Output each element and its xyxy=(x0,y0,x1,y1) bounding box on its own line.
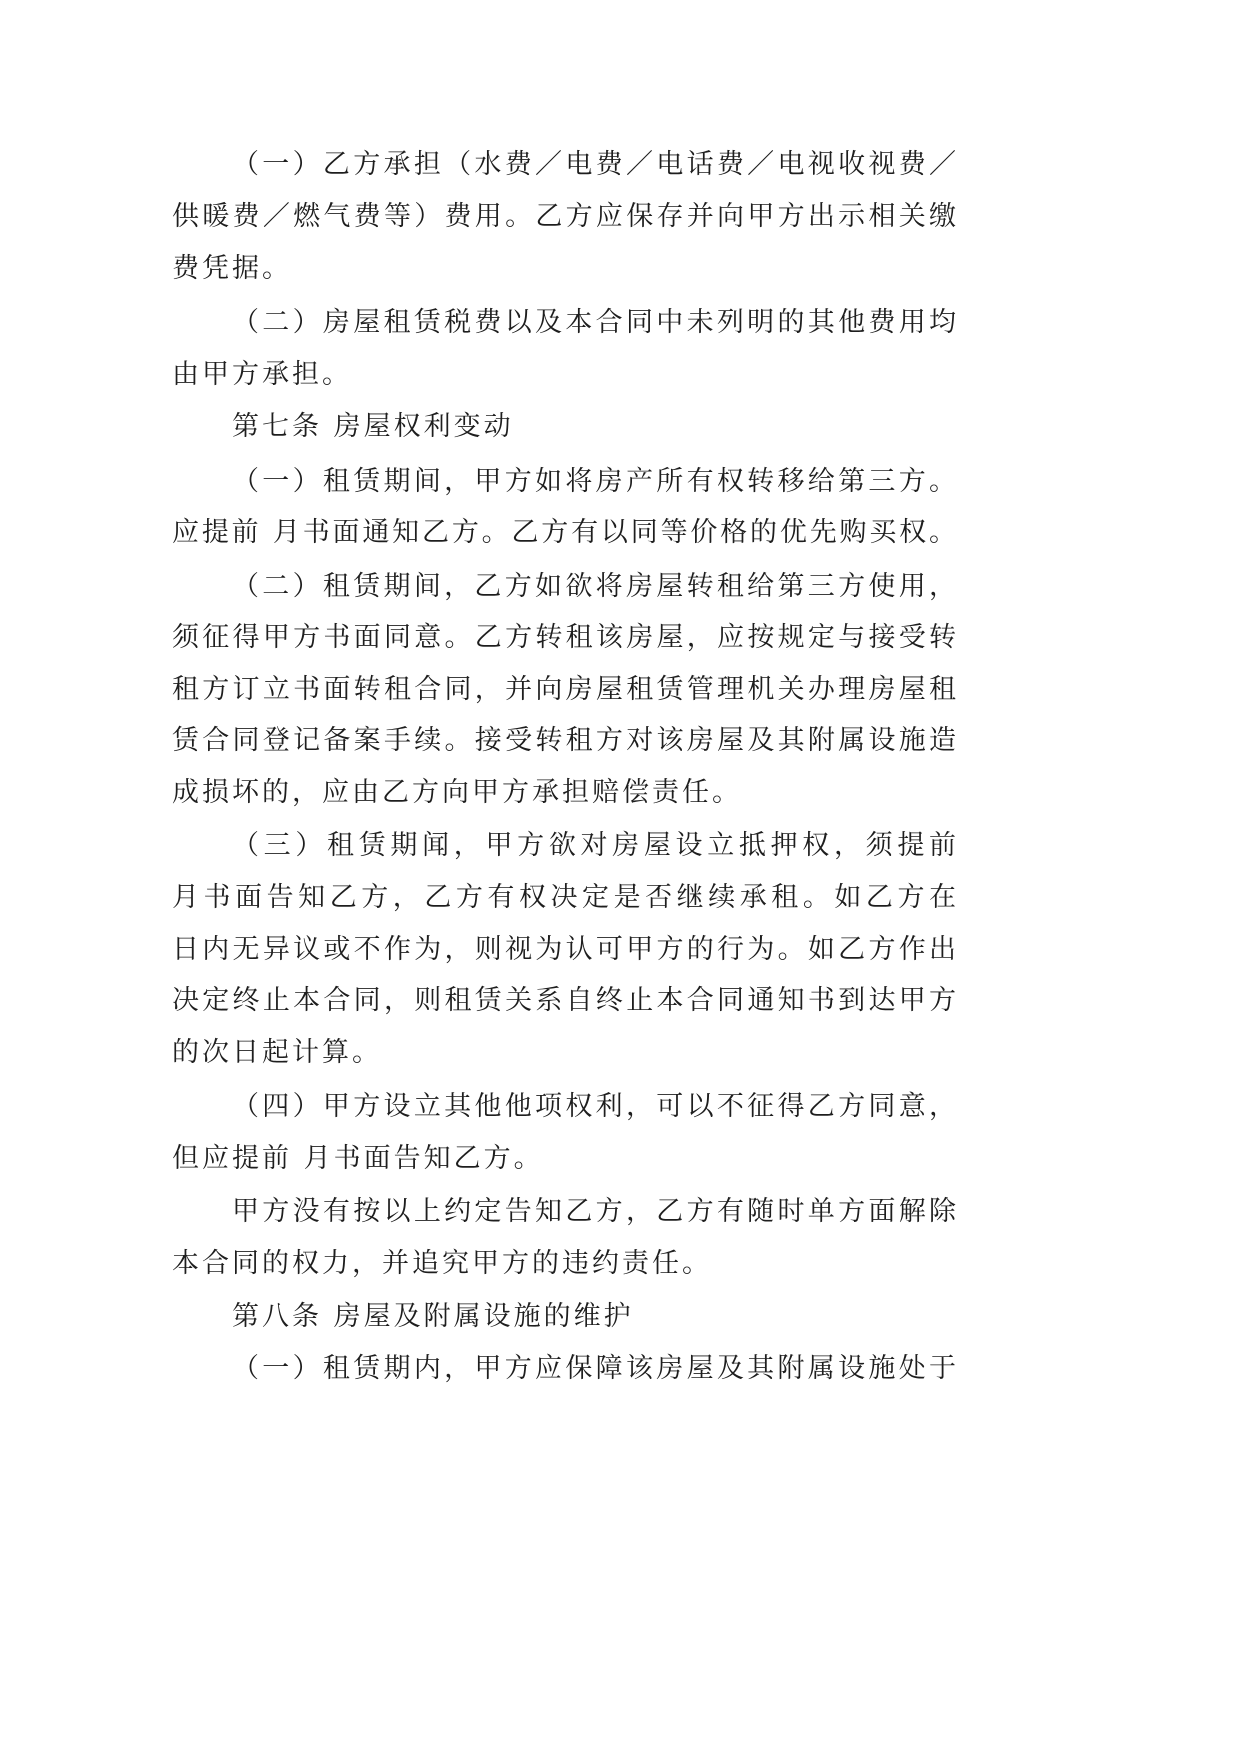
article-heading: 第七条 房屋权利变动 xyxy=(232,411,514,442)
clause-line: 本合同的权力，并追究甲方的违约责任。 xyxy=(172,1248,712,1279)
clause-line: 费凭据。 xyxy=(172,253,292,284)
clause-line: （二）租赁期间，乙方如欲将房屋转租给第三方使用， xyxy=(232,571,957,602)
clause-line: 甲方没有按以上约定告知乙方，乙方有随时单方面解除 xyxy=(232,1196,957,1227)
clause-line: 成损坏的，应由乙方向甲方承担赔偿责任。 xyxy=(172,777,742,808)
clause-line: （四）甲方设立其他他项权利，可以不征得乙方同意， xyxy=(232,1091,957,1122)
clause-line: 应提前 月书面通知乙方。乙方有以同等价格的优先购买权。 xyxy=(172,517,957,548)
clause-line: 租方订立书面转租合同，并向房屋租赁管理机关办理房屋租 xyxy=(172,674,957,705)
clause-line: 日内无异议或不作为，则视为认可甲方的行为。如乙方作出 xyxy=(172,934,957,965)
clause-line: （三）租赁期闻，甲方欲对房屋设立抵押权，须提前 xyxy=(232,830,957,861)
clause-line: 由甲方承担。 xyxy=(172,359,352,390)
clause-line: 月书面告知乙方，乙方有权决定是否继续承租。如乙方在 xyxy=(172,882,957,913)
clause-line: （一）乙方承担（水费／电费／电话费／电视收视费／ xyxy=(232,149,957,180)
clause-line: 赁合同登记备案手续。接受转租方对该房屋及其附属设施造 xyxy=(172,725,957,756)
clause-line: 供暖费／燃气费等）费用。乙方应保存并向甲方出示相关缴 xyxy=(172,201,957,232)
clause-line: （二）房屋租赁税费以及本合同中未列明的其他费用均 xyxy=(232,307,957,338)
clause-line: 的次日起计算。 xyxy=(172,1037,382,1068)
clause-line: （一）租赁期内，甲方应保障该房屋及其附属设施处于 xyxy=(232,1353,957,1384)
clause-line: 须征得甲方书面同意。乙方转租该房屋，应按规定与接受转 xyxy=(172,622,957,653)
clause-line: （一）租赁期间，甲方如将房产所有权转移给第三方。 xyxy=(232,466,957,497)
clause-line: 决定终止本合同，则租赁关系自终止本合同通知书到达甲方 xyxy=(172,985,957,1016)
article-heading: 第八条 房屋及附属设施的维护 xyxy=(232,1301,634,1332)
clause-line: 但应提前 月书面告知乙方。 xyxy=(172,1143,544,1174)
